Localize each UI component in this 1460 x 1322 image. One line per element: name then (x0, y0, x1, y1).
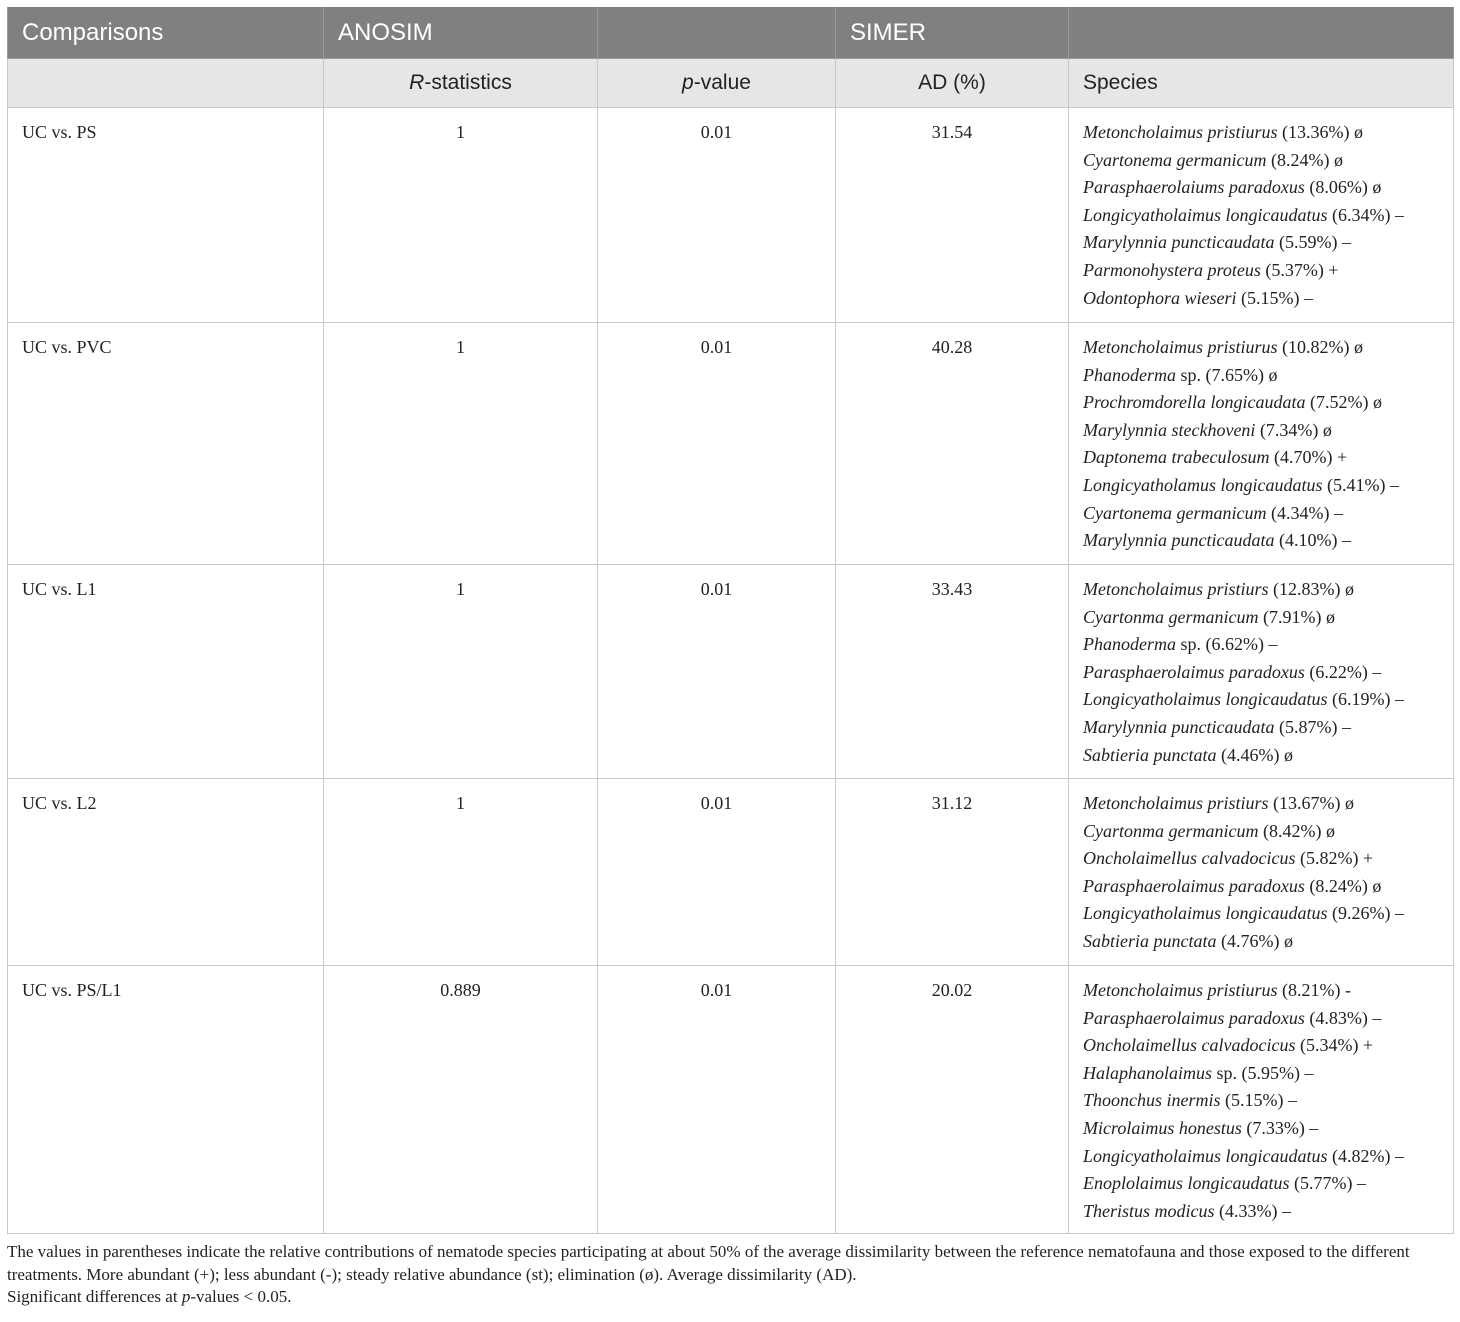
header-species: Species (1069, 59, 1454, 108)
species-name: Prochromdorella longicaudata (1083, 392, 1306, 413)
species-contribution: (4.34%) – (1266, 502, 1343, 523)
species-entry (1083, 845, 1449, 873)
table-row (8, 323, 1454, 565)
species-contribution: (6.19%) – (1327, 689, 1404, 710)
species-entry (1083, 604, 1449, 632)
ad-cell: 40.28 (836, 323, 1069, 565)
header-simer: SIMER (836, 7, 1069, 59)
species-contribution: (7.34%) ø (1255, 419, 1332, 440)
species-name: Parasphaerolaimus paradoxus (1083, 1007, 1305, 1028)
table-row (8, 966, 1454, 1234)
species-entry (1083, 202, 1449, 230)
footnote-suffix: -values < 0.05. (190, 1287, 292, 1306)
p-value-cell: 0.01 (598, 108, 836, 323)
species-contribution: (4.46%) ø (1216, 744, 1293, 765)
species-name: Cyartonema germanicum (1083, 502, 1267, 523)
species-entry (1083, 1170, 1449, 1198)
header-sub-empty (8, 59, 324, 108)
species-cell (1069, 966, 1454, 1234)
species-name: Parmonohystera proteus (1083, 259, 1261, 280)
header-r-statistics (324, 59, 598, 108)
header-r-rest: -statistics (424, 71, 512, 94)
species-name: Cyartonma germanicum (1083, 606, 1259, 627)
species-contribution: (12.83%) ø (1268, 579, 1354, 599)
species-contribution: (9.26%) – (1327, 903, 1404, 924)
comparison-cell: UC vs. PS (8, 108, 324, 323)
species-entry (1083, 742, 1449, 770)
header-row-top (8, 7, 1454, 59)
species-name: Parasphaerolaimus paradoxus (1083, 875, 1305, 896)
species-entry (1083, 977, 1449, 1005)
footnote-prefix: Significant differences at (7, 1287, 182, 1306)
species-cell (1069, 779, 1454, 966)
table-body (8, 108, 1454, 1234)
species-contribution: (4.70%) + (1269, 447, 1348, 468)
species-entry (1083, 229, 1449, 257)
species-name: Marylynnia steckhoveni (1083, 419, 1256, 440)
species-contribution: (5.34%) + (1295, 1035, 1374, 1056)
p-value-cell: 0.01 (598, 323, 836, 565)
comparison-cell: UC vs. PS/L1 (8, 966, 324, 1234)
species-entry (1083, 659, 1449, 687)
species-name: Oncholaimellus calvadocicus (1083, 1035, 1296, 1056)
species-name: Longicyatholaimus longicaudatus (1083, 204, 1328, 225)
header-p-value (598, 59, 836, 108)
comparison-cell: UC vs. L1 (8, 565, 324, 779)
header-ad: AD (%) (836, 59, 1069, 108)
species-name: Parasphaerolaimus paradoxus (1083, 661, 1305, 682)
comparison-cell: UC vs. L2 (8, 779, 324, 966)
species-contribution: (6.34%) – (1327, 204, 1404, 225)
species-contribution: (6.22%) – (1304, 661, 1382, 682)
p-value-cell: 0.01 (598, 966, 836, 1234)
species-contribution: (4.83%) – (1304, 1007, 1382, 1028)
r-statistic-cell: 1 (324, 565, 598, 779)
ad-cell: 20.02 (836, 966, 1069, 1234)
header-r-italic: R (409, 71, 425, 94)
species-name: Marylynnia puncticaudata (1083, 530, 1275, 551)
species-entry (1083, 527, 1449, 555)
header-empty-1 (598, 7, 836, 59)
species-name: Cyartonema germanicum (1083, 149, 1267, 170)
species-name: Oncholaimellus calvadocicus (1083, 848, 1296, 869)
footnote-line-2 (7, 1286, 1457, 1309)
species-entry (1083, 1005, 1449, 1033)
species-contribution: (7.52%) ø (1305, 392, 1382, 413)
table-row (8, 779, 1454, 966)
table-container (7, 7, 1453, 1234)
results-table (7, 7, 1454, 1234)
species-entry (1083, 714, 1449, 742)
species-contribution: (7.91%) ø (1258, 606, 1335, 627)
comparison-cell: UC vs. PVC (8, 323, 324, 565)
species-name: Daptonema trabeculosum (1083, 447, 1270, 468)
species-entry (1083, 1115, 1449, 1143)
species-entry (1083, 1060, 1449, 1088)
species-entry (1083, 576, 1449, 604)
species-name: Sabtieria punctata (1083, 930, 1217, 951)
r-statistic-cell: 1 (324, 779, 598, 966)
species-contribution: (8.42%) ø (1258, 820, 1335, 841)
species-entry (1083, 257, 1449, 285)
species-contribution: (4.76%) ø (1216, 930, 1293, 951)
species-entry (1083, 1198, 1449, 1226)
species-name: Microlaimus honestus (1083, 1117, 1242, 1138)
header-comparisons: Comparisons (8, 7, 324, 59)
species-name: Metoncholaimus pristiurus (1083, 122, 1278, 142)
species-entry (1083, 900, 1449, 928)
species-name: Metoncholaimus pristiurs (1083, 579, 1269, 599)
species-name: Metoncholaimus pristiurus (1083, 980, 1278, 1000)
ad-cell: 31.54 (836, 108, 1069, 323)
species-contribution: (5.59%) – (1274, 232, 1351, 253)
species-name: Longicyatholaimus longicaudatus (1083, 1145, 1328, 1166)
species-name: Phanoderma (1083, 634, 1176, 655)
species-contribution: (4.82%) – (1327, 1145, 1404, 1166)
header-row-sub (8, 59, 1454, 108)
species-entry (1083, 1032, 1449, 1060)
species-cell (1069, 323, 1454, 565)
species-entry (1083, 500, 1449, 528)
header-p-rest: -value (693, 71, 751, 94)
species-entry (1083, 1087, 1449, 1115)
species-name: Phanoderma (1083, 364, 1176, 385)
species-name: Thoonchus inermis (1083, 1090, 1221, 1111)
species-contribution: (8.24%) ø (1304, 875, 1382, 896)
species-entry (1083, 818, 1449, 846)
species-entry (1083, 147, 1449, 175)
species-contribution: (5.37%) + (1260, 259, 1339, 280)
species-entry (1083, 119, 1449, 147)
ad-cell: 31.12 (836, 779, 1069, 966)
species-name: Longicyatholaimus longicaudatus (1083, 689, 1328, 710)
species-contribution: sp. (5.95%) – (1212, 1062, 1314, 1083)
header-anosim: ANOSIM (324, 7, 598, 59)
species-entry (1083, 1143, 1449, 1171)
species-contribution: (8.06%) ø (1304, 177, 1382, 198)
footnote-p-italic: p (181, 1287, 191, 1306)
species-contribution: (5.87%) – (1274, 716, 1351, 737)
species-entry (1083, 417, 1449, 445)
species-contribution: (5.15%) – (1236, 287, 1313, 308)
footnote-line-1: The values in parentheses indicate the relative contributions of nematode species participating at about 50% of the average dissimilarity between the reference nematofauna and those exposed to the different treatments. More abundant (+); less abundant (-); steady relative abundance (st); elimination (ø). Average dissimilarity (AD). (7, 1242, 1410, 1284)
species-contribution: (7.33%) – (1241, 1117, 1319, 1138)
species-entry (1083, 285, 1449, 313)
species-entry (1083, 444, 1449, 472)
species-name: Halaphanolaimus (1083, 1062, 1213, 1083)
species-name: Cyartonma germanicum (1083, 820, 1259, 841)
r-statistic-cell: 1 (324, 323, 598, 565)
species-name: Longicyatholaimus longicaudatus (1083, 903, 1328, 924)
ad-cell: 33.43 (836, 565, 1069, 779)
species-entry (1083, 790, 1449, 818)
species-name: Sabtieria punctata (1083, 744, 1217, 765)
species-contribution: sp. (6.62%) – (1176, 634, 1278, 655)
species-entry (1083, 686, 1449, 714)
species-contribution: (4.33%) – (1214, 1200, 1291, 1221)
species-contribution: (8.21%) - (1277, 980, 1351, 1000)
species-contribution: (5.77%) – (1289, 1173, 1366, 1194)
species-entry (1083, 389, 1449, 417)
header-p-italic: p (682, 71, 694, 94)
species-contribution: (5.15%) – (1220, 1090, 1297, 1111)
species-entry (1083, 928, 1449, 956)
species-entry (1083, 334, 1449, 362)
species-name: Enoplolaimus longicaudatus (1083, 1173, 1290, 1194)
species-entry (1083, 631, 1449, 659)
species-name: Parasphaerolaiums paradoxus (1083, 177, 1305, 198)
species-cell (1069, 108, 1454, 323)
p-value-cell: 0.01 (598, 565, 836, 779)
table-row (8, 565, 1454, 779)
species-contribution: (5.41%) – (1322, 474, 1399, 495)
header-empty-2 (1069, 7, 1454, 59)
species-contribution: (13.36%) ø (1277, 122, 1363, 142)
species-name: Longicyatholamus longicaudatus (1083, 474, 1323, 495)
species-cell (1069, 565, 1454, 779)
species-entry (1083, 174, 1449, 202)
species-contribution: (4.10%) – (1274, 530, 1351, 551)
species-entry (1083, 362, 1449, 390)
species-name: Metoncholaimus pristiurus (1083, 337, 1278, 357)
species-contribution: (13.67%) ø (1268, 793, 1354, 813)
species-contribution: (10.82%) ø (1277, 337, 1363, 357)
p-value-cell: 0.01 (598, 779, 836, 966)
table-row (8, 108, 1454, 323)
species-name: Marylynnia puncticaudata (1083, 716, 1275, 737)
species-name: Marylynnia puncticaudata (1083, 232, 1275, 253)
species-contribution: sp. (7.65%) ø (1176, 364, 1278, 385)
species-name: Odontophora wieseri (1083, 287, 1237, 308)
species-name: Theristus modicus (1083, 1200, 1215, 1221)
table-footnote (7, 1241, 1457, 1309)
species-entry (1083, 472, 1449, 500)
species-contribution: (5.82%) + (1295, 848, 1374, 869)
species-contribution: (8.24%) ø (1266, 149, 1343, 170)
r-statistic-cell: 0.889 (324, 966, 598, 1234)
r-statistic-cell: 1 (324, 108, 598, 323)
species-name: Metoncholaimus pristiurs (1083, 793, 1269, 813)
species-entry (1083, 873, 1449, 901)
